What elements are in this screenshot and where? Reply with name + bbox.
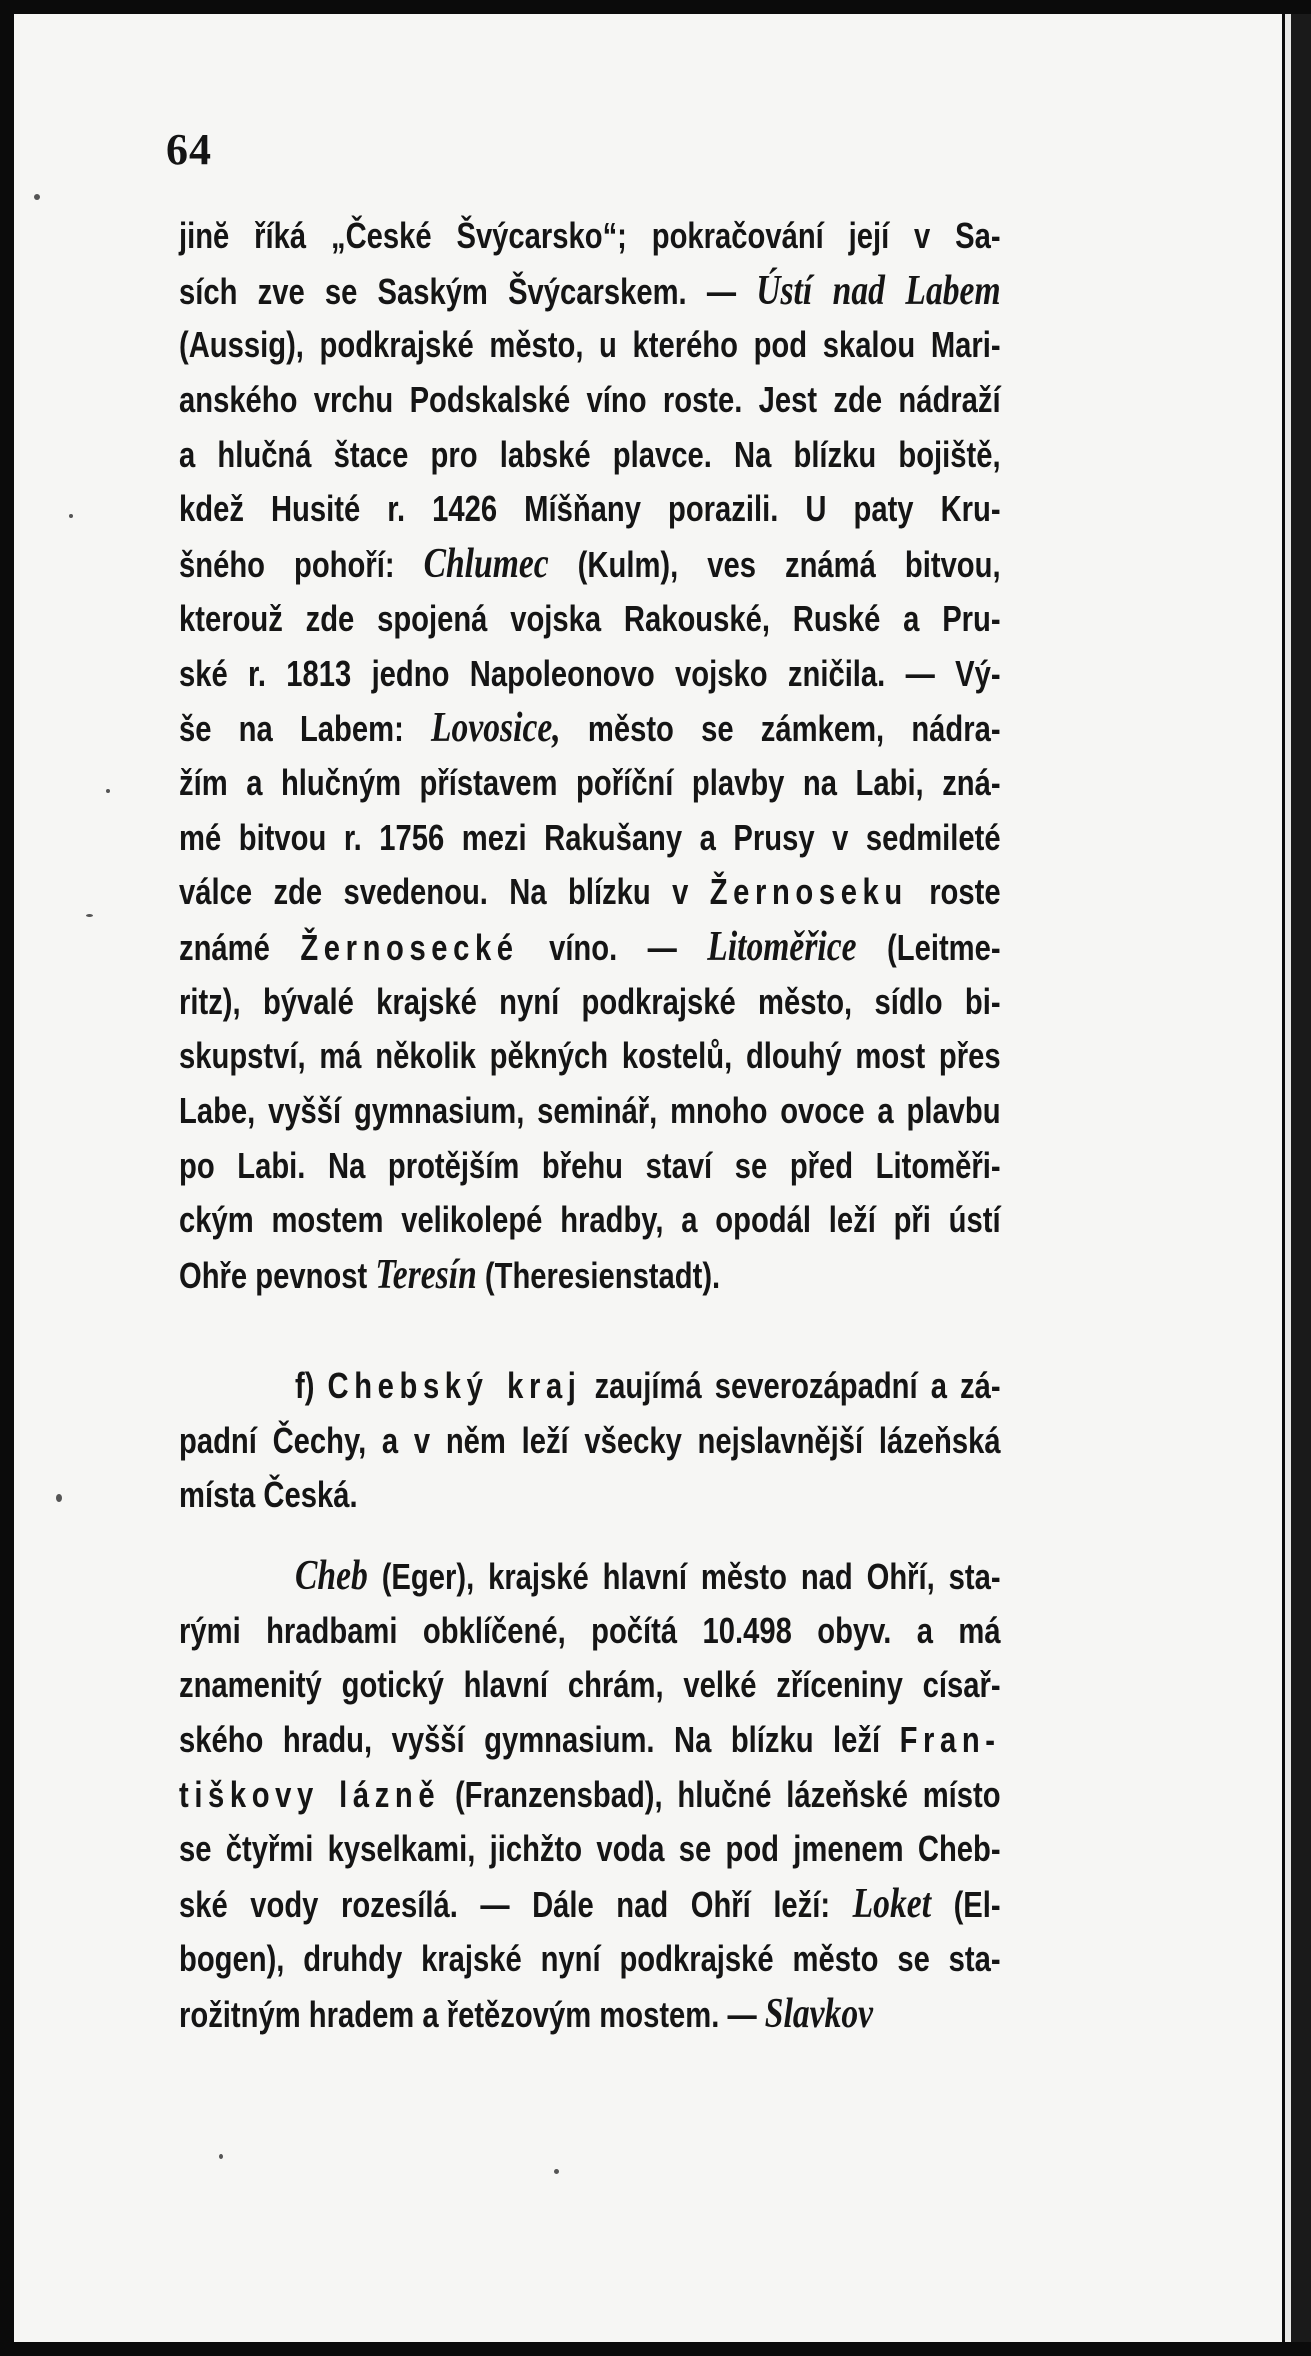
text-line	[179, 428, 1001, 483]
text-run: ckým mostem velikolepé hradby, a opodál leží při ústí	[179, 1199, 1001, 1241]
print-speck	[106, 789, 110, 793]
text-run: (Leitme-	[856, 926, 1001, 968]
text-run: roste	[907, 871, 1001, 913]
text-line	[179, 1084, 1001, 1139]
place-name: Loket	[852, 1881, 932, 1928]
text-line	[179, 1658, 1001, 1713]
text-line	[179, 1139, 1001, 1194]
text-line	[179, 1713, 1001, 1768]
text-run: bogen), druhdy krajské nyní podkrajské město se sta-	[179, 1937, 1001, 1979]
page-number: 64	[166, 125, 212, 174]
print-speck	[69, 514, 73, 518]
spaced-term: Chebský kraj	[327, 1365, 582, 1406]
text-run: (Kulm), ves známá bitvou,	[548, 544, 1001, 586]
text-run: anského vrchu Podskalské víno roste. Jest zde nádraží	[179, 379, 1001, 421]
text-line	[179, 373, 1001, 428]
print-speck	[219, 2154, 223, 2159]
text-run: Ohře pevnost	[179, 1255, 376, 1297]
text-line	[179, 1822, 1001, 1877]
text-line	[179, 865, 1001, 920]
print-speck	[56, 1494, 62, 1502]
text-run: sích zve se Saským Švýcarskem. —	[179, 270, 757, 312]
book-page	[14, 14, 1282, 2342]
text-run: (El-	[931, 1884, 1001, 1926]
spaced-term: Žernosecké	[300, 926, 519, 968]
text-run: še na Labem:	[179, 708, 432, 750]
text-run: rožitným hradem a řetězovým mostem. —	[179, 1993, 765, 2035]
print-speck	[554, 2169, 559, 2174]
text-run: ské r. 1813 jedno Napoleonovo vojsko zničila. — Vý-	[179, 652, 1001, 694]
text-line	[179, 1768, 1001, 1823]
text-line	[179, 1193, 1001, 1248]
text-line	[179, 920, 1001, 975]
spaced-term: tiškovy lázně	[179, 1773, 441, 1815]
place-name: Litoměřice	[707, 923, 857, 970]
paragraph-cheb	[179, 1549, 1001, 2041]
text-run: (Franzensbad), hlučné lázeňské místo	[440, 1773, 1001, 1815]
text-line	[179, 209, 1001, 264]
place-name: Cheb	[295, 1553, 368, 1599]
print-speck	[34, 194, 40, 200]
text-line	[179, 1359, 1001, 1414]
text-run: město se zámkem, nádra-	[560, 708, 1001, 750]
text-run: skupství, má několik pěkných kostelů, dlouhý most přes	[179, 1035, 1001, 1077]
text-line	[179, 1414, 1001, 1469]
place-name: Lovosice,	[431, 705, 561, 752]
text-run: ského hradu, vyšší gymnasium. Na blízku leží	[179, 1719, 900, 1761]
text-run: známé	[179, 926, 301, 968]
text-line	[179, 1604, 1001, 1659]
text-run: šného pohoří:	[179, 544, 424, 586]
text-run: víno. —	[518, 926, 708, 968]
text-run: zaujímá severozápadní a zá-	[581, 1365, 1001, 1406]
page-edge-shadow	[1285, 14, 1311, 2342]
text-run: rými hradbami obklíčené, počítá 10.498 obyv. a má	[179, 1609, 1001, 1651]
text-run: ritz), bývalé krajské nyní podkrajské město, sídlo bi-	[179, 980, 1001, 1022]
text-run: kterouž zde spojená vojska Rakouské, Ruské a Pru-	[179, 597, 1001, 639]
print-speck	[86, 914, 93, 917]
place-name: Slavkov	[764, 1990, 874, 2037]
text-line	[179, 592, 1001, 647]
text-run: f)	[295, 1365, 328, 1406]
text-line	[179, 811, 1001, 866]
text-line	[179, 756, 1001, 811]
text-line	[179, 318, 1001, 373]
text-line	[179, 701, 1001, 756]
paragraph-usti-litomerice	[179, 209, 1001, 1303]
text-run: jinĕ říká „České Švýcarsko“; pokračování její v Sa-	[179, 215, 1001, 256]
text-line	[179, 1877, 1001, 1932]
text-run: ské vody rozesílá. — Dále nad Ohří leží:	[179, 1884, 853, 1926]
text-line	[179, 1468, 1001, 1523]
spaced-term: Fran-	[899, 1719, 1001, 1761]
text-run: a hlučná štace pro labské plavce. Na blízku bojiště,	[179, 433, 1001, 475]
text-run: se čtyřmi kyselkami, jichžto voda se pod jmenem Cheb-	[179, 1828, 1001, 1870]
text-line	[179, 1549, 1001, 1604]
text-line	[179, 1932, 1001, 1987]
place-name: Teresín	[375, 1252, 477, 1299]
spaced-term: Žernoseku	[709, 871, 908, 913]
text-line	[179, 975, 1001, 1030]
text-run: (Theresienstadt).	[476, 1255, 721, 1297]
text-run: válce zde svedenou. Na blízku v	[179, 871, 710, 913]
text-line	[179, 482, 1001, 537]
text-run: po Labi. Na protějším břehu staví se před Litoměři-	[179, 1144, 1001, 1186]
text-line	[179, 1248, 1001, 1303]
place-name: Ústí nad Labem	[756, 267, 1001, 314]
text-line	[179, 264, 1001, 319]
place-name: Chlumec	[423, 541, 549, 588]
text-run: mé bitvou r. 1756 mezi Rakušany a Prusy v sedmileté	[179, 816, 1001, 858]
text-line	[179, 537, 1001, 592]
text-run: Labe, vyšší gymnasium, seminář, mnoho ovoce a plavbu	[179, 1090, 1001, 1131]
text-run: místa Česká.	[179, 1474, 358, 1516]
text-run: (Eger), krajské hlavní město nad Ohří, sta-	[367, 1556, 1001, 1597]
text-line	[179, 1987, 1001, 2042]
text-line	[179, 1029, 1001, 1084]
text-line	[179, 647, 1001, 702]
text-run: kdež Husité r. 1426 Míšňany porazili. U paty Kru-	[179, 488, 1001, 530]
text-run: (Aussig), podkrajské město, u kterého pod skalou Mari-	[179, 324, 1001, 366]
text-run: znamenitý gotický hlavní chrám, velké zříceniny císař-	[179, 1664, 1001, 1706]
text-run: padní Čechy, a v něm leží všecky nejslavnější lázeňská	[179, 1419, 1001, 1461]
text-run: žím a hlučným přístavem poříční plavby na Labi, zná-	[179, 761, 1001, 803]
paragraph-chebsky-kraj	[179, 1359, 1001, 1523]
